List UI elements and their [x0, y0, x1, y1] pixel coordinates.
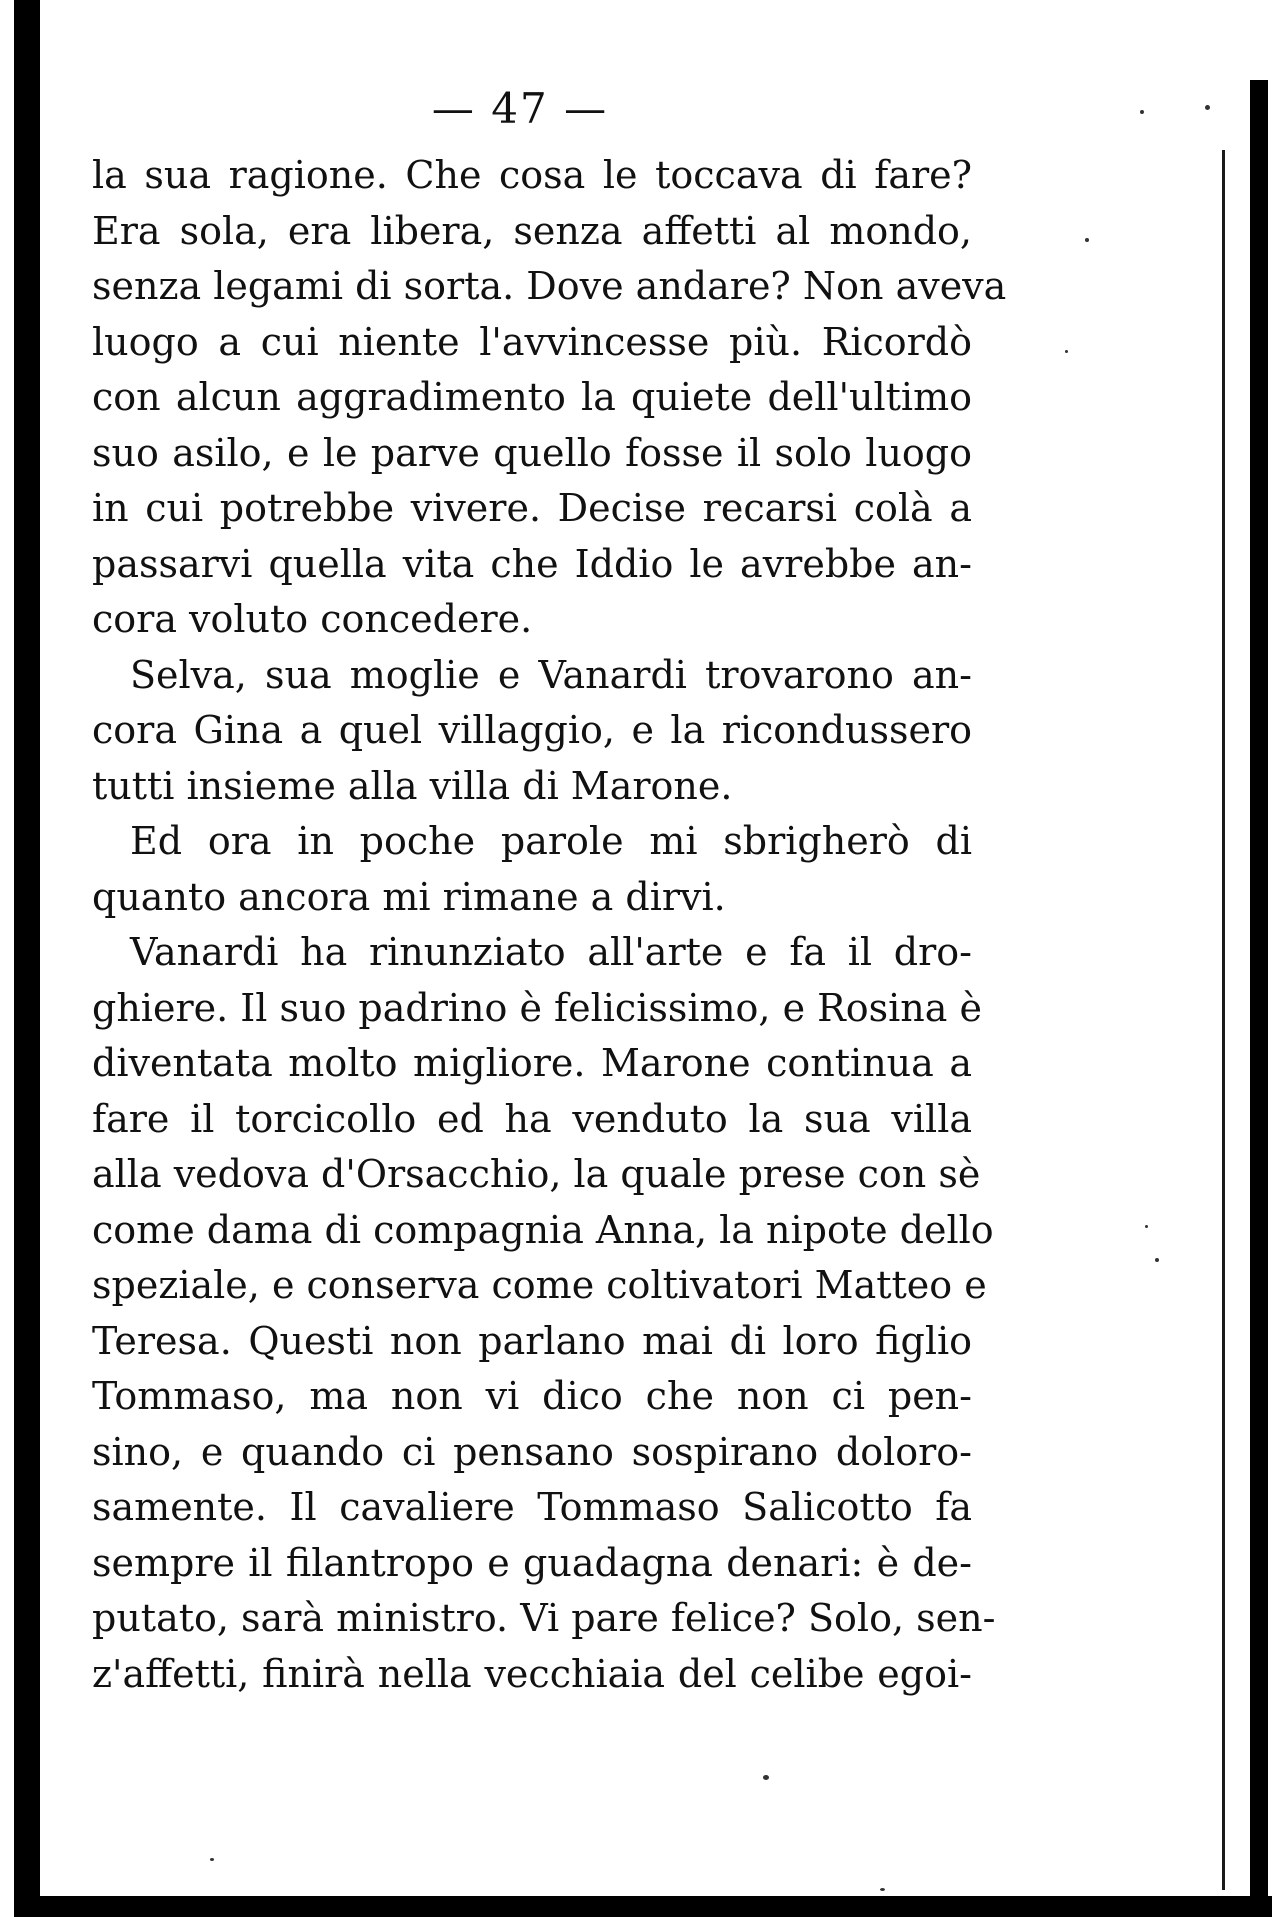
text-line: Vanardi ha rinunziato all'arte e fa il dro- [130, 930, 972, 974]
scan-speck [1155, 1258, 1159, 1262]
page-edge-right-line [1222, 150, 1225, 1890]
scan-speck [880, 1888, 885, 1891]
text-line: quanto ancora mi rimane a dirvi. [92, 874, 726, 919]
text-line: speziale, e conserva come coltivatori Matteo e [92, 1263, 987, 1307]
text-line: senza legami di sorta. Dove andare? Non aveva [92, 264, 1007, 308]
text-line: alla vedova d'Orsacchio, la quale prese con sè [92, 1152, 981, 1196]
text-line: z'affetti, finirà nella vecchiaia del celibe egoi- [92, 1651, 972, 1696]
scan-speck [1065, 350, 1068, 353]
text-line: sino, e quando ci pensano sospirano doloro- [92, 1429, 972, 1474]
page-edge-bottom [30, 1896, 1272, 1917]
binding-shadow-left [14, 0, 40, 1917]
page-edge-right [1250, 80, 1268, 1900]
text-line: samente. Il cavaliere Tommaso Salicotto fa [92, 1485, 972, 1529]
text-line: Era sola, era libera, senza affetti al mondo, [92, 208, 972, 253]
text-line: Ed ora in poche parole mi sbrigherò di [130, 819, 972, 863]
text-line: suo asilo, e le parve quello fosse il solo luogo [92, 430, 972, 475]
text-line: tutti insieme alla villa di Marone. [92, 763, 733, 808]
text-line: in cui potrebbe vivere. Decise recarsi colà a [92, 486, 972, 530]
text-line: diventata molto migliore. Marone continua a [92, 1041, 972, 1085]
body-text [92, 148, 1007, 1702]
text-line: passarvi quella vita che Iddio le avrebbe an- [92, 541, 972, 586]
scan-speck [210, 1858, 214, 1861]
text-line: ghiere. Il suo padrino è felicissimo, e Rosina è [92, 985, 982, 1030]
scan-speck [1140, 110, 1144, 114]
scan-speck [1205, 105, 1210, 110]
text-line: la sua ragione. Che cosa le toccava di fare? [92, 153, 972, 197]
text-line: come dama di compagnia Anna, la nipote dello [92, 1207, 994, 1252]
text-line: putato, sarà ministro. Vi pare felice? Solo, sen- [92, 1596, 996, 1640]
text-line: cora voluto concedere. [92, 597, 533, 641]
scan-speck [1085, 238, 1089, 242]
text-line: fare il torcicollo ed ha venduto la sua villa [92, 1096, 972, 1141]
text-line: Tommaso, ma non vi dico che non ci pen- [92, 1374, 972, 1418]
text-line: sempre il filantropo e guadagna denari: è de- [92, 1540, 972, 1585]
text-line: Selva, sua moglie e Vanardi trovarono an- [130, 652, 972, 697]
page-number: — 47 — [431, 84, 609, 133]
text-line: con alcun aggradimento la quiete dell'ultimo [92, 375, 972, 419]
text-line: cora Gina a quel villaggio, e la ricondussero [92, 708, 972, 752]
scan-speck [1145, 1225, 1148, 1228]
text-line: luogo a cui niente l'avvincesse più. Ricordò [92, 319, 972, 364]
scan-speck [763, 1775, 769, 1780]
text-line: Teresa. Questi non parlano mai di loro figlio [92, 1318, 972, 1363]
